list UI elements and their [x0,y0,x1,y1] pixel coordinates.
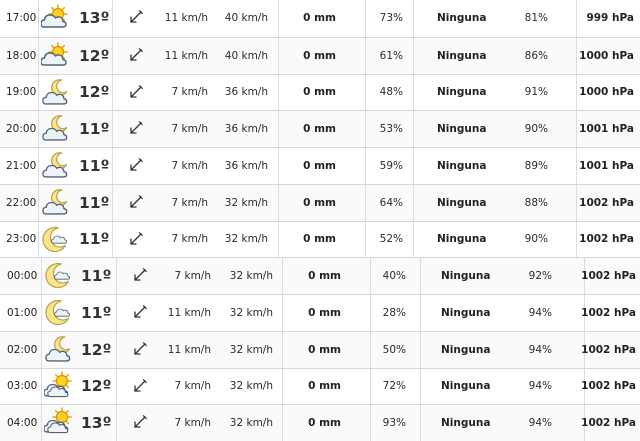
humidity: 94% [528,417,552,430]
column-divider [116,295,117,331]
column-divider [365,185,366,221]
column-divider [413,148,414,184]
wind-gust: 36 km/h [224,123,268,136]
column-divider [38,111,39,147]
temperature: 11º [79,156,110,175]
moon-cloudy-icon [41,150,71,180]
wind-speed: 7 km/h [171,159,208,172]
column-divider [278,75,279,111]
hour-label: 01:00 [7,306,38,319]
wind-gust: 32 km/h [229,270,273,283]
humidity: 92% [528,270,552,283]
condition: Ninguna [441,270,491,283]
column-divider [370,405,371,441]
column-divider [41,369,42,405]
precipitation: 0 mm [303,12,336,25]
column-divider [413,111,414,147]
cloud-cover: 93% [382,417,406,430]
column-divider [576,185,577,221]
cloud-cover: 73% [379,12,403,25]
cloud-cover: 64% [379,196,403,209]
column-divider [116,332,117,368]
wind-direction-icon [132,341,148,357]
cloud-cover: 53% [379,123,403,136]
temperature: 11º [79,193,110,212]
column-divider [282,258,283,294]
wind-gust: 32 km/h [229,343,273,356]
wind-gust: 36 km/h [224,159,268,172]
temperature: 11º [81,303,112,322]
wind-speed: 11 km/h [164,12,208,25]
wind-speed: 7 km/h [174,380,211,393]
column-divider [38,222,39,258]
column-divider [576,222,577,258]
temperature: 13º [81,414,112,433]
wind-speed: 7 km/h [174,270,211,283]
temperature: 12º [81,340,112,359]
column-divider [116,369,117,405]
cloud-cover: 50% [382,343,406,356]
column-divider [112,38,113,74]
column-divider [112,185,113,221]
pressure: 1002 hPa [579,233,634,246]
moon-partly-cloudy-icon [41,224,71,254]
hour-label: 19:00 [6,86,37,99]
wind-direction-icon [128,157,144,173]
precipitation: 0 mm [308,343,341,356]
wind-direction-icon [128,9,144,25]
wind-gust: 32 km/h [224,233,268,246]
column-divider [112,222,113,258]
table-row [0,221,640,258]
column-divider [420,258,421,294]
table-row [0,74,640,111]
condition: Ninguna [437,233,487,246]
table-row [0,404,640,441]
temperature: 12º [79,46,110,65]
condition: Ninguna [437,12,487,25]
column-divider [278,111,279,147]
wind-speed: 7 km/h [174,417,211,430]
moon-cloudy-icon [41,77,71,107]
moon-cloudy-icon [41,187,71,217]
column-divider [413,185,414,221]
wind-speed: 7 km/h [171,123,208,136]
humidity: 86% [524,49,548,62]
cloud-cover: 48% [379,86,403,99]
table-row [0,257,640,294]
wind-gust: 32 km/h [224,196,268,209]
column-divider [420,405,421,441]
column-divider [116,405,117,441]
temperature: 12º [79,83,110,102]
column-divider [112,111,113,147]
precipitation: 0 mm [303,233,336,246]
precipitation: 0 mm [308,306,341,319]
hour-label: 04:00 [7,417,38,430]
column-divider [38,148,39,184]
condition: Ninguna [437,123,487,136]
column-divider [413,75,414,111]
wind-gust: 36 km/h [224,86,268,99]
pressure: 1001 hPa [579,123,634,136]
wind-direction-icon [128,194,144,210]
wind-direction-icon [132,378,148,394]
pressure: 1002 hPa [579,196,634,209]
pressure: 1002 hPa [581,343,636,356]
column-divider [278,0,279,37]
hour-label: 00:00 [7,270,38,283]
table-row [0,331,640,368]
hour-label: 02:00 [7,343,38,356]
hour-label: 20:00 [6,123,37,136]
precipitation: 0 mm [308,270,341,283]
temperature: 11º [79,120,110,139]
column-divider [112,0,113,37]
humidity: 88% [524,196,548,209]
wind-direction-icon [132,304,148,320]
precipitation: 0 mm [303,49,336,62]
column-divider [112,148,113,184]
condition: Ninguna [441,343,491,356]
wind-speed: 7 km/h [171,233,208,246]
pressure: 999 hPa [586,12,634,25]
wind-gust: 32 km/h [229,380,273,393]
column-divider [278,185,279,221]
column-divider [370,369,371,405]
column-divider [112,75,113,111]
humidity: 81% [524,12,548,25]
column-divider [282,405,283,441]
wind-direction-icon [128,231,144,247]
column-divider [576,38,577,74]
column-divider [576,111,577,147]
column-divider [365,38,366,74]
sun-partly-cloudy-icon [41,40,71,70]
moon-partly-cloudy-icon [44,297,74,327]
column-divider [420,332,421,368]
moon-cloudy-icon [41,113,71,143]
sun-cloudy-icon [44,407,74,437]
moon-partly-cloudy-icon [44,260,74,290]
wind-direction-icon [128,47,144,63]
pressure: 1000 hPa [579,49,634,62]
column-divider [278,38,279,74]
wind-gust: 32 km/h [229,417,273,430]
wind-direction-icon [132,414,148,430]
hour-label: 21:00 [6,159,37,172]
cloud-cover: 72% [382,380,406,393]
cloud-cover: 59% [379,159,403,172]
hour-label: 22:00 [6,196,37,209]
column-divider [365,0,366,37]
column-divider [41,295,42,331]
pressure: 1001 hPa [579,159,634,172]
hour-label: 18:00 [6,49,37,62]
temperature: 11º [81,267,112,286]
wind-speed: 11 km/h [164,49,208,62]
condition: Ninguna [437,86,487,99]
precipitation: 0 mm [303,86,336,99]
condition: Ninguna [437,49,487,62]
wind-direction-icon [132,267,148,283]
wind-speed: 11 km/h [167,306,211,319]
wind-gust: 32 km/h [229,306,273,319]
hour-label: 23:00 [6,233,37,246]
temperature: 11º [79,230,110,249]
column-divider [413,38,414,74]
precipitation: 0 mm [303,196,336,209]
hour-label: 03:00 [7,380,38,393]
temperature: 13º [79,9,110,28]
humidity: 90% [524,123,548,136]
column-divider [370,258,371,294]
column-divider [413,222,414,258]
table-row [0,110,640,147]
table-row [0,294,640,331]
column-divider [576,0,577,37]
wind-speed: 7 km/h [171,86,208,99]
table-row [0,184,640,221]
precipitation: 0 mm [308,417,341,430]
column-divider [38,0,39,37]
condition: Ninguna [437,196,487,209]
humidity: 90% [524,233,548,246]
column-divider [282,332,283,368]
column-divider [278,222,279,258]
precipitation: 0 mm [308,380,341,393]
column-divider [370,332,371,368]
wind-gust: 40 km/h [224,12,268,25]
condition: Ninguna [441,306,491,319]
pressure: 1000 hPa [579,86,634,99]
column-divider [38,75,39,111]
precipitation: 0 mm [303,123,336,136]
temperature: 12º [81,377,112,396]
column-divider [365,222,366,258]
column-divider [365,148,366,184]
humidity: 89% [524,159,548,172]
sun-partly-cloudy-icon [41,2,71,32]
column-divider [576,75,577,111]
column-divider [278,148,279,184]
wind-speed: 7 km/h [171,196,208,209]
moon-cloudy-icon [44,334,74,364]
column-divider [282,369,283,405]
pressure: 1002 hPa [581,270,636,283]
column-divider [576,148,577,184]
humidity: 94% [528,343,552,356]
table-row [0,368,640,405]
column-divider [41,332,42,368]
table-row [0,0,640,37]
wind-direction-icon [128,120,144,136]
column-divider [413,0,414,37]
column-divider [41,258,42,294]
humidity: 91% [524,86,548,99]
hour-label: 17:00 [6,12,37,25]
column-divider [282,295,283,331]
pressure: 1002 hPa [581,306,636,319]
column-divider [420,369,421,405]
table-row [0,147,640,184]
condition: Ninguna [441,380,491,393]
column-divider [370,295,371,331]
column-divider [41,405,42,441]
column-divider [116,258,117,294]
cloud-cover: 40% [382,270,406,283]
table-row [0,37,640,74]
condition: Ninguna [437,159,487,172]
column-divider [38,185,39,221]
humidity: 94% [528,380,552,393]
humidity: 94% [528,306,552,319]
precipitation: 0 mm [303,159,336,172]
column-divider [420,295,421,331]
pressure: 1002 hPa [581,417,636,430]
column-divider [38,38,39,74]
column-divider [365,111,366,147]
wind-gust: 40 km/h [224,49,268,62]
wind-direction-icon [128,84,144,100]
column-divider [365,75,366,111]
cloud-cover: 61% [379,49,403,62]
sun-cloudy-icon [44,371,74,401]
cloud-cover: 28% [382,306,406,319]
cloud-cover: 52% [379,233,403,246]
wind-speed: 11 km/h [167,343,211,356]
pressure: 1002 hPa [581,380,636,393]
condition: Ninguna [441,417,491,430]
